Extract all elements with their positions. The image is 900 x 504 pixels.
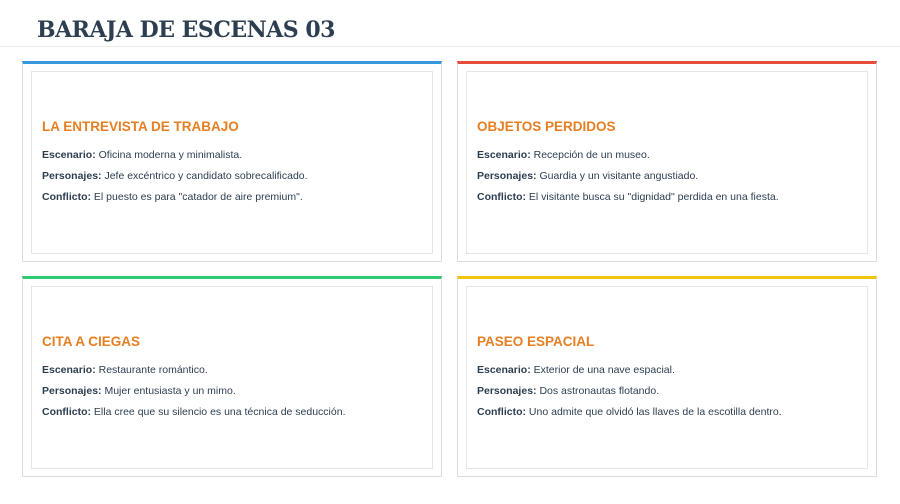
card-title: LA ENTREVISTA DE TRABAJO: [42, 119, 239, 134]
escenario-value: Recepción de un museo.: [533, 149, 650, 161]
personajes-label: Personajes:: [42, 385, 102, 397]
escenario-value: Restaurante romántico.: [98, 364, 208, 376]
card-title: CITA A CIEGAS: [42, 334, 141, 349]
escenario-value: Exterior de una nave espacial.: [533, 364, 675, 376]
conflicto-label: Conflicto:: [477, 406, 526, 418]
card-conflicto: [42, 190, 303, 204]
card-escenario: [477, 363, 675, 377]
personajes-value: Guardia y un visitante angustiado.: [539, 170, 699, 182]
page-title: BARAJA DE ESCENAS 03: [37, 17, 335, 43]
personajes-label: Personajes:: [477, 385, 537, 397]
personajes-label: Personajes:: [42, 170, 102, 182]
card-conflicto: [42, 405, 346, 419]
conflicto-label: Conflicto:: [477, 191, 526, 203]
personajes-value: Jefe excéntrico y candidato sobrecalificado.: [104, 170, 308, 182]
card-escenario: [42, 363, 208, 377]
conflicto-value: El visitante busca su "dignidad" perdida en una fiesta.: [528, 191, 779, 203]
card-inner-frame: [31, 286, 433, 469]
conflicto-label: Conflicto:: [42, 191, 91, 203]
card-escenario: [477, 148, 650, 162]
card-personajes: [42, 169, 308, 183]
card-inner-frame: [31, 71, 433, 254]
scene-card-cita-a-ciegas: [22, 276, 442, 477]
card-inner-frame: [466, 71, 868, 254]
card-conflicto: [477, 190, 779, 204]
escenario-value: Oficina moderna y minimalista.: [98, 149, 243, 161]
conflicto-value: Uno admite que olvidó las llaves de la escotilla dentro.: [528, 406, 782, 418]
card-conflicto: [477, 405, 782, 419]
escenario-label: Escenario:: [477, 149, 531, 161]
personajes-label: Personajes:: [477, 170, 537, 182]
card-personajes: [477, 384, 659, 398]
scene-card-paseo-espacial: [457, 276, 877, 477]
card-title: OBJETOS PERDIDOS: [477, 119, 616, 134]
conflicto-value: El puesto es para "catador de aire premium".: [93, 191, 303, 203]
card-personajes: [477, 169, 698, 183]
card-inner-frame: [466, 286, 868, 469]
conflicto-label: Conflicto:: [42, 406, 91, 418]
personajes-value: Mujer entusiasta y un mimo.: [104, 385, 236, 397]
escenario-label: Escenario:: [42, 149, 96, 161]
scene-card-entrevista: [22, 61, 442, 262]
scene-card-objetos-perdidos: [457, 61, 877, 262]
personajes-value: Dos astronautas flotando.: [539, 385, 660, 397]
escenario-label: Escenario:: [42, 364, 96, 376]
escenario-label: Escenario:: [477, 364, 531, 376]
card-personajes: [42, 384, 236, 398]
card-escenario: [42, 148, 242, 162]
conflicto-value: Ella cree que su silencio es una técnica de seducción.: [93, 406, 346, 418]
card-title: PASEO ESPACIAL: [477, 334, 595, 349]
page-header: [0, 0, 900, 47]
